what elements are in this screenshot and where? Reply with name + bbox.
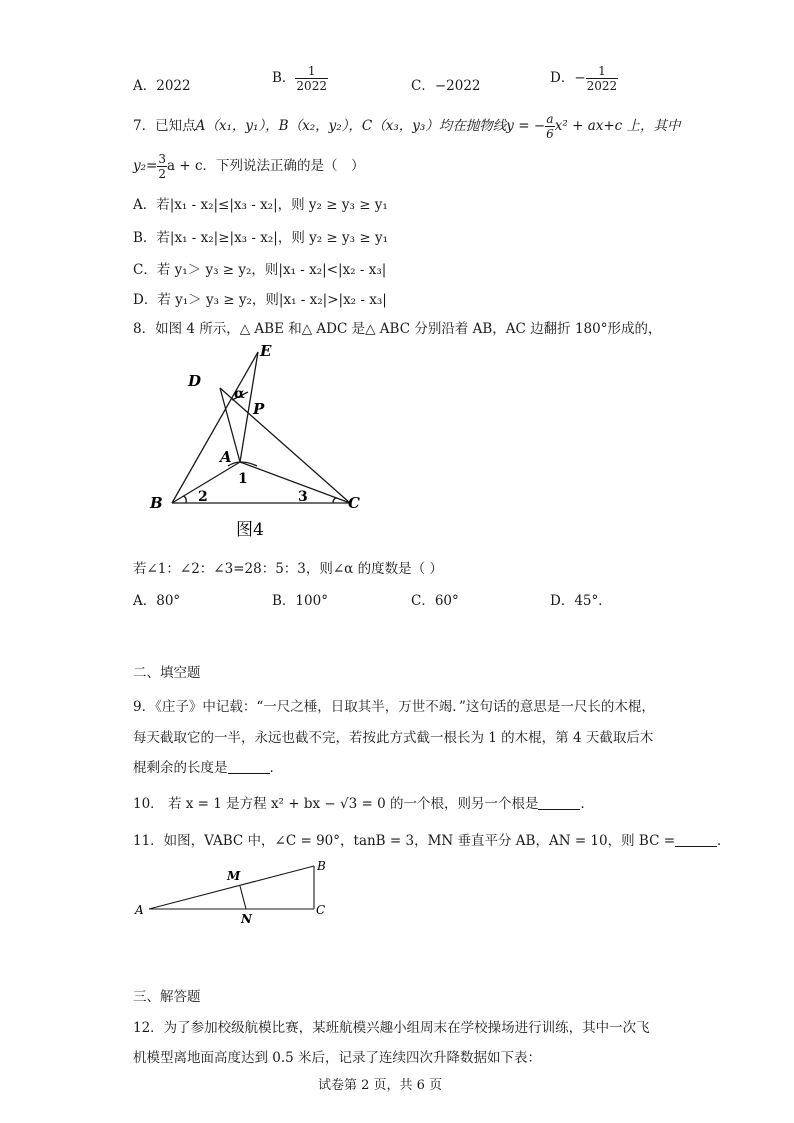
q9-line2: 每天截取它的一半，永远也截不完，若按此方式截一根长为 1 的木棍，第 4 天截取后木 [133,730,654,746]
figure-caption: 图4 [236,520,264,540]
label-1: 1 [238,471,248,487]
label-m: M [227,869,241,883]
q8-stem: 8．如图 4 所示，△ ABE 和△ ADC 是△ ABC 分别沿着 AB，AC 边翻折 180°形成的， [133,321,662,337]
q7-stem-line2: y₂= $\frac{3}{2}$ a + c．下列说法正确的是（ ） [133,152,365,181]
q7-option-a: A．若|x₁ - x₂|≤|x₃ - x₂|，则 y₂ ≥ y₃ ≥ y₁ [133,197,388,213]
q8-option-d: D．45°． [550,593,612,609]
answer-blank [538,797,580,810]
q11: 11．如图，VABC 中，∠C = 90°，tanB = 3，MN 垂直平分 AB，AN = 10，则 BC = ． [133,833,731,849]
angle-1-arc [228,462,257,466]
q12-line2: 机模型离地面高度达到 0.5 米后，记录了连续四次升降数据如下表： [133,1050,542,1066]
q8-condition: 若∠1：∠2：∠3=28：5：3，则∠α 的度数是（ ） [133,561,443,577]
label-e: E [260,342,272,360]
q9-line3: 棍剩余的长度是 ． [133,760,283,776]
q6-option-d: D．− $\frac{1}{2022}$ [550,64,618,93]
label-2: 2 [198,489,208,505]
angle-3-arc [333,498,337,503]
q8-option-c: C．60° [411,593,459,609]
label-b: B [317,859,326,873]
q9-line1: 9．《庄子》中记载：“一尺之棰，日取其半，万世不竭．”这句话的意思是一尺长的木棍， [133,699,655,715]
label-a: A [135,903,144,917]
q6-option-a: A．2022 [133,78,191,94]
label-alpha: α [234,386,245,402]
q6-option-c: C．−2022 [411,78,481,94]
label-a: A [220,448,232,466]
page-footer: 试卷第 2 页，共 6 页 [318,1078,443,1093]
label-d: D [188,372,202,390]
label-b: B [150,494,163,512]
q7-option-b: B．若|x₁ - x₂|≥|x₃ - x₂|，则 y₂ ≥ y₃ ≥ y₁ [133,230,389,246]
q12-line1: 12．为了参加校级航模比赛，某班航模兴趣小组周末在学校操场进行训练，其中一次飞 [133,1020,650,1036]
label-c: C [348,494,360,512]
label-c: C [316,903,326,917]
label-p: P [253,400,265,418]
fraction: $\frac{1}{2022}$ [296,64,327,93]
fraction: $\frac{a}{6}$ [546,112,554,141]
q8-option-b: B．100° [272,593,328,609]
segment-ac [240,462,350,503]
fraction: $\frac{3}{2}$ [158,152,166,181]
q8-option-a: A．80° [133,593,181,609]
label-3: 3 [298,489,308,505]
q11-figure [133,858,343,930]
answer-blank [675,834,717,847]
q7-stem-line1: 7．已知点A（x₁，y₁），B（x₂，y₂），C（x₃，y₃）均在抛物线y = − $\frac{a}{6}$ x² + ax+c 上，其中 [133,112,681,141]
angle-2-arc [183,496,186,503]
label-n: N [241,912,252,926]
q10: 10． 若 x = 1 是方程 x² + bx − √3 = 0 的一个根，则另一个根是 ． [133,796,594,812]
q7-option-d: D．若 y₁＞ y₃ ≥ y₂，则|x₁ - x₂|>|x₂ - x₃| [133,292,387,308]
fraction: $\frac{1}{2022}$ [586,64,618,93]
q7-option-c: C．若 y₁＞ y₃ ≥ y₂，则|x₁ - x₂|<|x₂ - x₃| [133,262,387,278]
q8-figure [140,340,380,545]
section-heading-solve: 三、解答题 [133,989,201,1005]
q6-option-b: B． $\frac{1}{2022}$ [272,64,327,93]
section-heading-fill-in: 二、填空题 [133,665,201,681]
answer-blank [228,761,270,774]
segment-mn [240,886,246,909]
